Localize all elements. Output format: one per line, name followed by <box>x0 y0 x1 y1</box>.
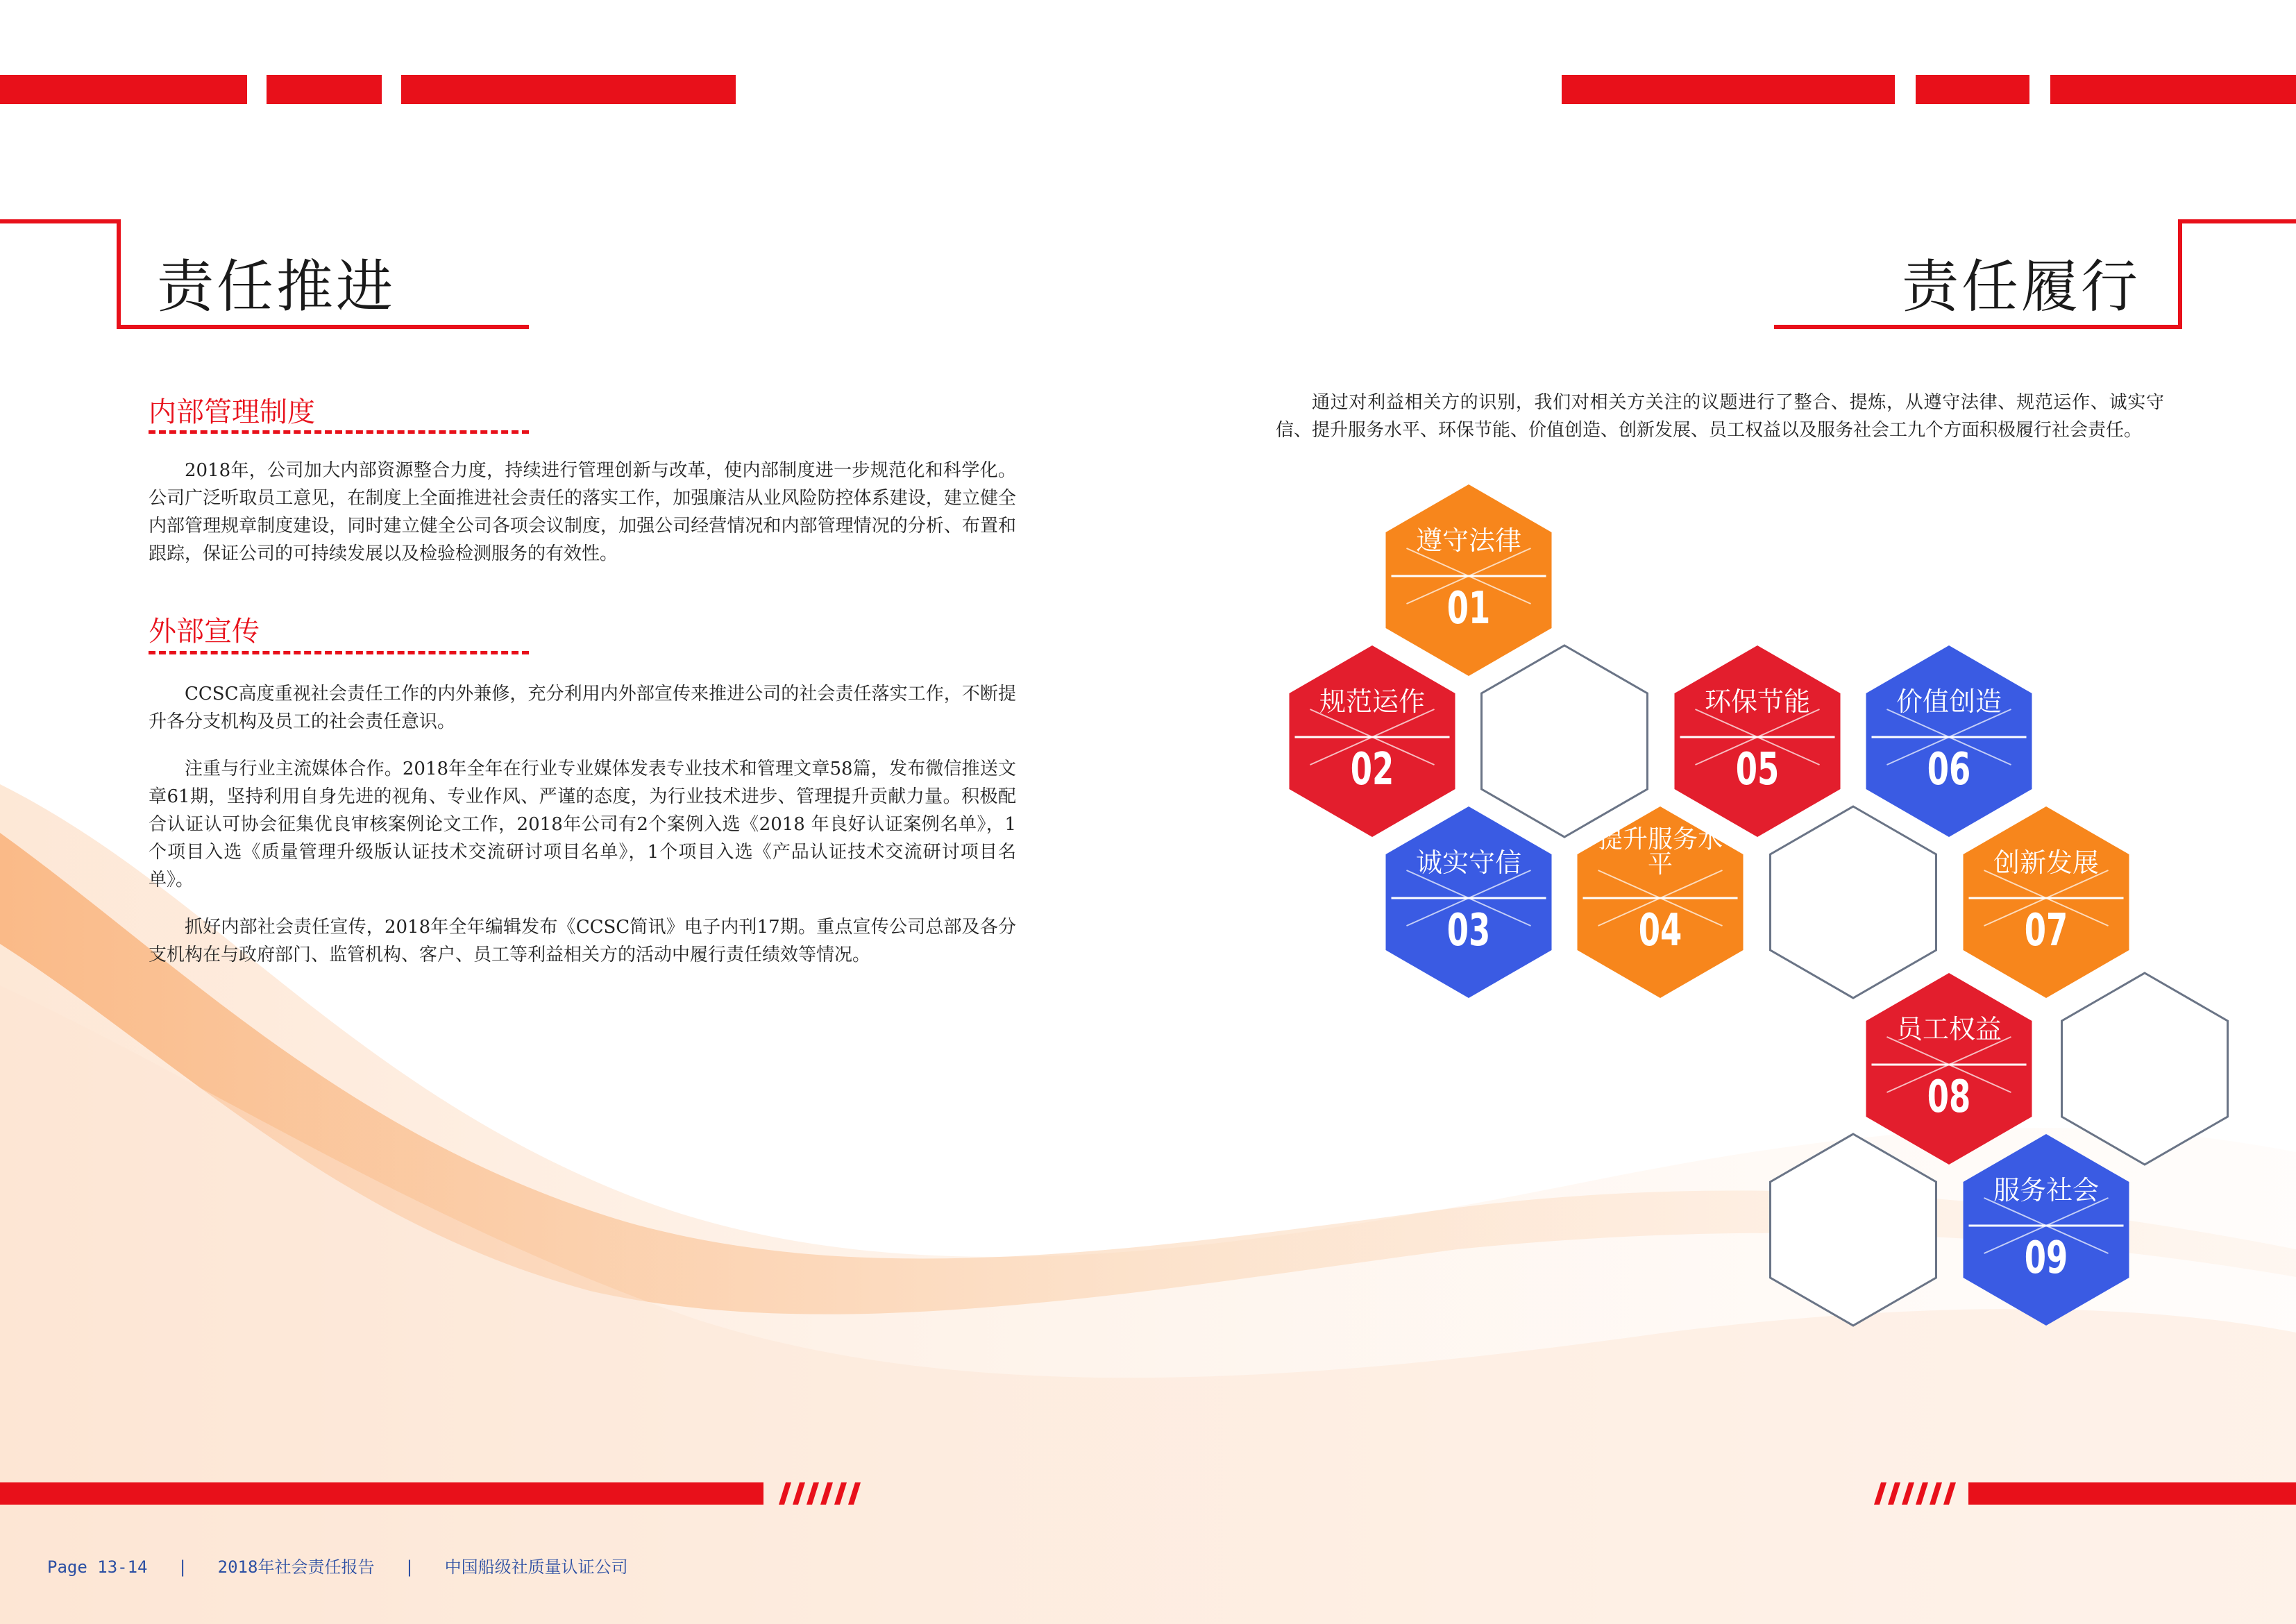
hexagon-shape <box>1290 645 1455 837</box>
hexagon-shape <box>1386 484 1552 676</box>
hexagon-label: 员工权益 <box>1896 1014 2002 1044</box>
bottom-stripes-left <box>770 1482 868 1505</box>
footer-report: 2018年社会责任报告 <box>217 1557 375 1577</box>
hexagon-label: 遵守法律 <box>1415 525 1521 556</box>
section-heading-external: 外部宣传 <box>149 616 260 648</box>
hexagon-number: 04 <box>1638 905 1682 956</box>
hexagon-number: 06 <box>1927 744 1971 795</box>
bottom-stripes-right <box>1867 1482 1964 1505</box>
paragraph: 抓好内部社会责任宣传，2018年全年编辑发布《CCSC简讯》电子内刊17期。重点宣传公司总部及各分支机构在与政府部门、监管机构、客户、员工等利益相关方的活动中履行责任绩效等情况。 <box>149 917 1016 965</box>
hexagon-05 <box>1675 645 1841 837</box>
hexagon-01 <box>1386 484 1552 676</box>
hexagon-label: 诚实守信 <box>1415 847 1521 878</box>
section-heading-internal: 内部管理制度 <box>149 396 315 428</box>
hexagon-shape <box>1866 645 2032 837</box>
hexagon-shape <box>1964 1134 2129 1326</box>
hexagon-02 <box>1290 645 1455 837</box>
hexagon-number: 02 <box>1350 744 1394 795</box>
hexagon-08 <box>1866 973 2032 1165</box>
hexagon-label: 价值创造 <box>1896 686 2002 717</box>
hexagon-shape <box>1386 806 1552 998</box>
hexagon-03 <box>1386 806 1552 998</box>
empty-hexagon <box>1771 1134 1936 1326</box>
paragraph: 通过对利益相关方的识别，我们对相关方关注的议题进行了整合、提炼，从遵守法律、规范运作、诚实守信、提升服务水平、环保节能、价值创造、创新发展、员工权益以及服务社会工九个方面积极履行社会责任。 <box>1276 392 2164 441</box>
bottom-bar-left <box>0 1482 763 1505</box>
hexagon-label: 提升服务水平 <box>1597 825 1723 879</box>
hexagon-label: 服务社会 <box>1993 1175 2099 1206</box>
empty-hexagon <box>2062 973 2228 1165</box>
hexagon-09 <box>1964 1134 2129 1326</box>
left-page-title: 责任推进 <box>157 254 396 320</box>
hexagon-shape <box>1866 973 2032 1165</box>
paragraph: 2018年，公司加大内部资源整合力度，持续进行管理创新与改革，使内部制度进一步规范化和科学化。公司广泛听取员工意见，在制度上全面推进社会责任的落实工作，加强廉洁从业风险防控体系建设，建立健全内部管理规章制度建设，同时建立健全公司各项会议制度，加强公司经营情况和内部管理情况的分析、布置和跟踪，保证公司的可持续发展以及检验检测服务的有效性。 <box>149 460 1016 564</box>
paragraph: 注重与行业主流媒体合作。2018年全年在行业专业媒体发表专业技术和管理文章58篇，发布微信推送文章61期，坚持利用自身先进的视角、专业作风、严谨的态度，为行业技术进步、管理提升贡献力量。积极配合认证认可协会征集优良审核案例论文工作，2018年公司有2个案例入选《2018 年良好认证案例名单》，1个项目入选《质量管理升级版认证技术交流研讨项目名单》，1个项目入选《产品认证技术交流研讨项目名单》。 <box>149 759 1016 890</box>
paragraph: CCSC高度重视社会责任工作的内外兼修，充分利用内外部宣传来推进公司的社会责任落实工作，不断提升各分支机构及员工的社会责任意识。 <box>149 684 1016 732</box>
hexagon-shape <box>1675 645 1841 837</box>
hexagon-number: 08 <box>1927 1072 1971 1123</box>
hexagon-number: 07 <box>2024 905 2068 956</box>
hexagon-06 <box>1866 645 2032 837</box>
hexagon-07 <box>1964 806 2129 998</box>
hexagon-number: 01 <box>1446 583 1491 634</box>
hexagon-label: 创新发展 <box>1993 847 2099 878</box>
right-page-title: 责任履行 <box>1902 254 2141 320</box>
footer-page: Page 13-14 <box>47 1557 148 1577</box>
footer: Page 13-14 | 2018年社会责任报告 | 中国船级社质量认证公司 <box>47 1557 628 1577</box>
hexagon-shape <box>1964 806 2129 998</box>
hexagon-label: 环保节能 <box>1704 686 1810 717</box>
hexagon-number: 03 <box>1446 905 1491 956</box>
footer-company: 中国船级社质量认证公司 <box>444 1557 628 1577</box>
empty-hexagon <box>1482 645 1648 837</box>
hexagon-number: 05 <box>1735 744 1780 795</box>
hexagon-label: 规范运作 <box>1319 686 1425 717</box>
empty-hexagon <box>1771 806 1936 998</box>
bottom-bar-right <box>1968 1482 2296 1505</box>
hexagon-number: 09 <box>2024 1233 2068 1284</box>
